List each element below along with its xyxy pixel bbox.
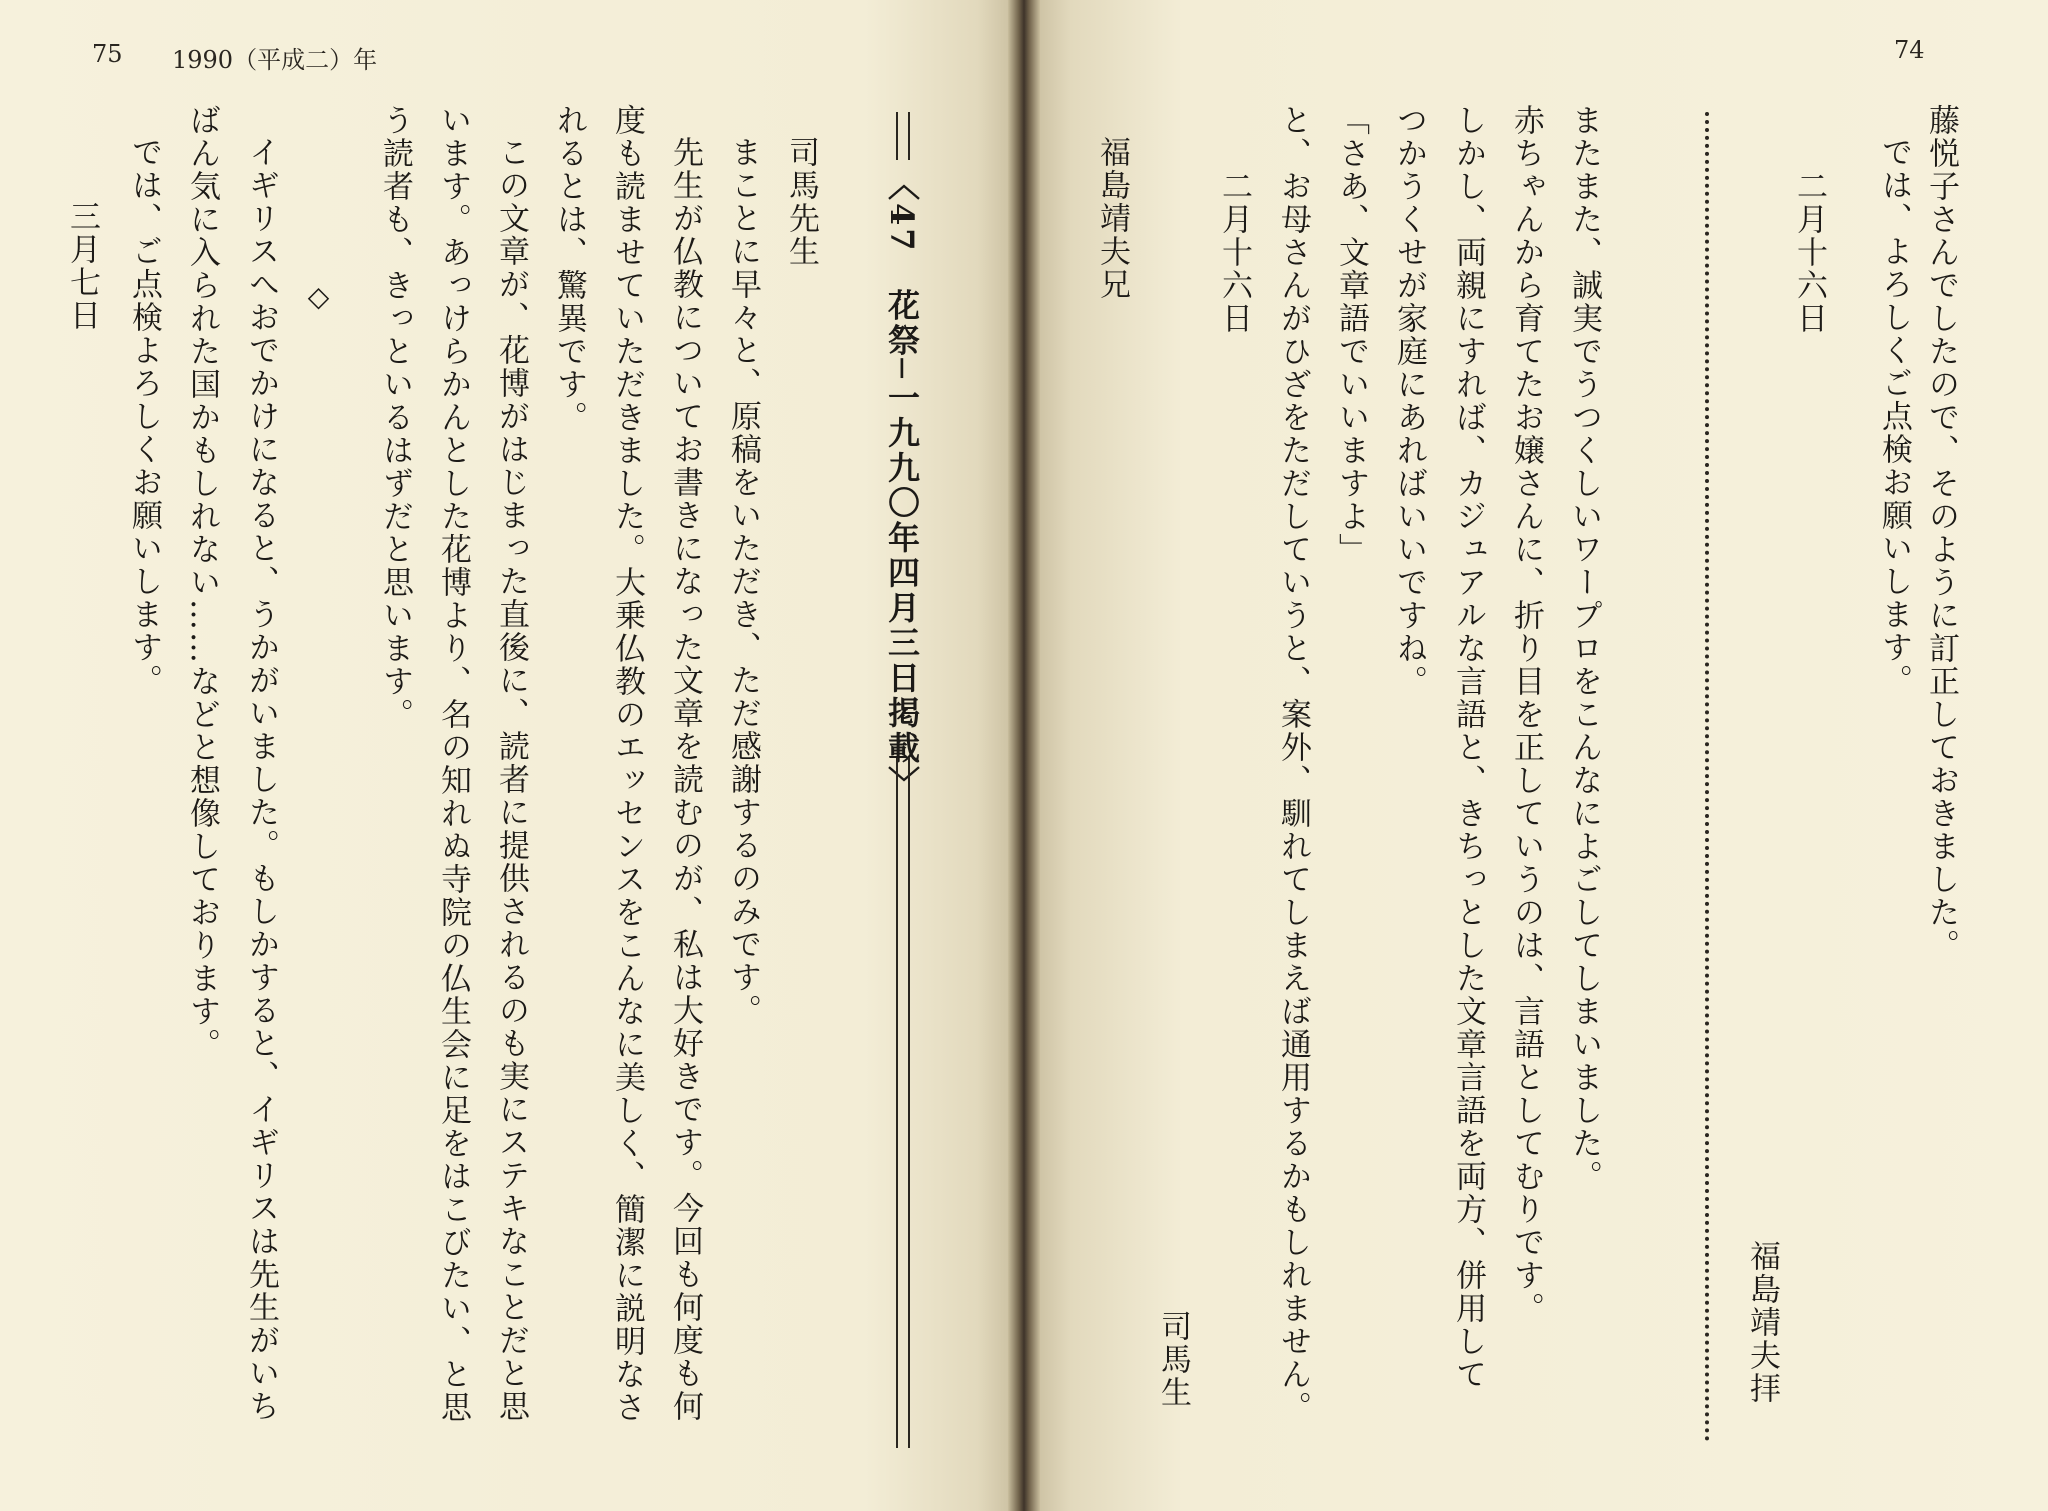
right-upper-date: 二月十六日 bbox=[1791, 170, 1827, 335]
right-lower-line-1: またまた、誠実でうつくしいワープロをこんなによごしてしまいました。 bbox=[1566, 104, 1602, 1193]
book-gutter bbox=[1008, 0, 1040, 1511]
left-after-line-3: では、ご点検よろしくお願いします。 bbox=[126, 136, 162, 697]
section-separator: ◇ bbox=[302, 280, 335, 315]
right-lower-line-6: と、お母さんがひざをただしていうと、案外、馴れてしまえば通用するかもしれません。 bbox=[1275, 104, 1311, 1424]
left-after-line-1: イギリスへおでかけになると、うかがいました。もしかすると、イギリスは先生がいち bbox=[243, 136, 279, 1423]
left-line-2: 先生が仏教についてお書きになった文章を読むのが、私は大好きです。今回も何度も何 bbox=[667, 136, 703, 1423]
left-line-3: 度も読ませていただきました。大乗仏教のエッセンスをこんなに美しく、簡潔に説明なさ bbox=[609, 104, 645, 1424]
right-lower-line-2: 赤ちゃんから育てたお嬢さんに、折り目を正していうのは、言語としてむりです。 bbox=[1508, 104, 1544, 1325]
left-line-1: まことに早々と、原稿をいただき、ただ感謝するのみです。 bbox=[725, 136, 761, 1027]
addressee: 福島靖夫兄 bbox=[1094, 136, 1130, 301]
right-upper-line-1: 藤悦子さんでしたので、そのように訂正しておきました。 bbox=[1923, 104, 1959, 962]
left-line-5: この文章が、花博がはじまった直後に、読者に提供されるのも実にステキなことだと思 bbox=[493, 136, 529, 1423]
right-lower-signature: 司馬生 bbox=[1155, 1310, 1191, 1409]
running-title: 1990（平成二）年 bbox=[172, 46, 378, 74]
left-line-7: う読者も、きっといるはずだと思います。 bbox=[377, 104, 413, 731]
salutation: 司馬先生 bbox=[783, 136, 819, 268]
left-page-number: 75 bbox=[92, 40, 123, 68]
right-upper-signature: 福島靖夫拝 bbox=[1744, 1240, 1780, 1405]
dotted-separator bbox=[1705, 112, 1709, 1442]
right-lower-line-4: つかうくせが家庭にあればいいですね。 bbox=[1391, 104, 1427, 698]
left-date: 三月七日 bbox=[64, 200, 100, 332]
heading-rule-top bbox=[896, 112, 910, 160]
right-lower-date: 二月十六日 bbox=[1216, 170, 1252, 335]
right-lower-line-5: 「さあ、文章語でいいますよ」 bbox=[1333, 104, 1369, 566]
right-lower-line-3: しかし、両親にすれば、カジュアルな言語と、きちっとした文章言語を両方、併用して bbox=[1450, 104, 1486, 1391]
left-line-6: います。あっけらかんとした花博より、名の知れぬ寺院の仏生会に足をはこびたい、と思 bbox=[435, 104, 471, 1424]
right-upper-line-2: では、よろしくご点検お願いします。 bbox=[1876, 136, 1912, 697]
section-heading: 〈47 花祭─一九九〇年四月三日掲載〉 bbox=[883, 168, 921, 801]
left-line-4: れるとは、驚異です。 bbox=[551, 104, 587, 434]
left-after-line-2: ばん気に入られた国かもしれない……などと想像しております。 bbox=[184, 104, 220, 1061]
right-page-number: 74 bbox=[1894, 36, 1925, 64]
heading-rule-bottom bbox=[896, 758, 910, 1448]
